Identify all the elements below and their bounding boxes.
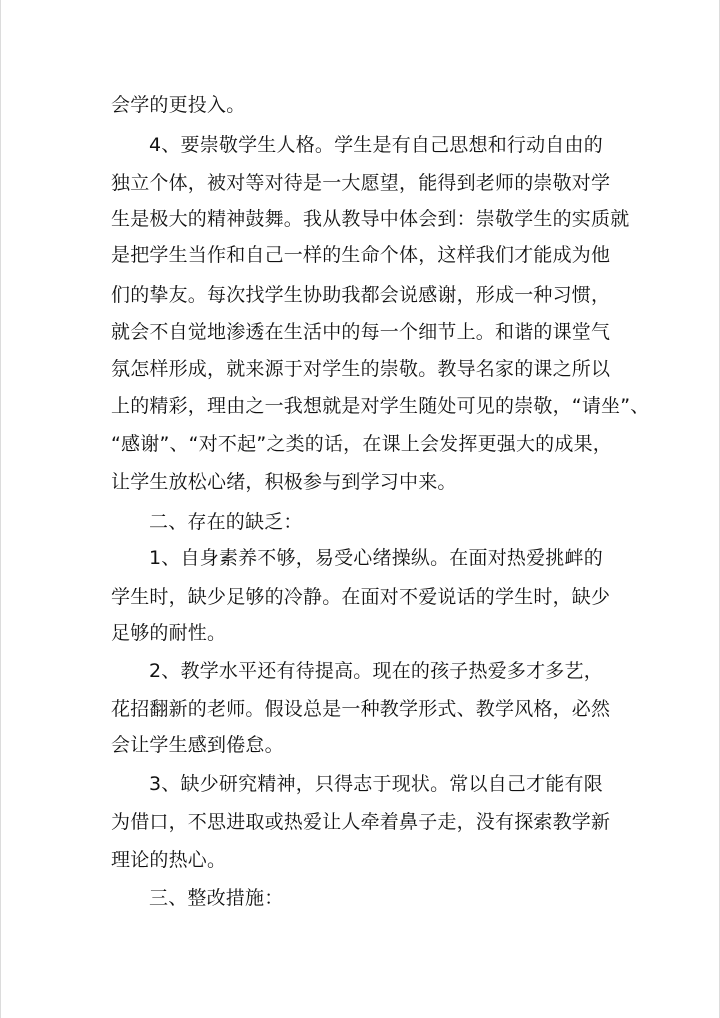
text-line: 就会不自觉地渗透在生活中的每一个细节上。和谐的课堂气 [111, 321, 611, 343]
text-line: 足够的耐性。 [111, 622, 227, 644]
section-heading: 三、整改措施： [149, 887, 284, 909]
text-line: 花招翻新的老师。假设总是一种教学形式、教学风格，必然 [111, 698, 611, 720]
text-line: 氛怎样形成，就来源于对学生的崇敬。教导名家的课之所以 [111, 358, 611, 380]
text-line: 是把学生当作和自己一样的生命个体，这样我们才能成为他 [111, 244, 611, 266]
text-line: 让学生放松心绪，积极参与到学习中来。 [111, 471, 457, 493]
text-line: 独立个体，被对等对待是一大愿望，能得到老师的崇敬对学 [111, 172, 611, 194]
text-line: 上的精彩，理由之一我想就是对学生随处可见的崇敬，“请坐”、 [111, 395, 650, 417]
section-heading: 二、存在的缺乏： [149, 511, 303, 533]
text-line: 会学的更投入。 [111, 94, 246, 116]
text-line: 4、要崇敬学生人格。学生是有自己思想和行动自由的 [149, 134, 603, 156]
text-line: 为借口，不思进取或热爱让人牵着鼻子走，没有探索教学新 [111, 811, 611, 833]
text-line: 2、教学水平还有待提高。现在的孩子热爱多才多艺， [149, 660, 603, 682]
text-line: 1、自身素养不够，易受心绪操纵。在面对热爱挑衅的 [149, 547, 603, 569]
text-line: “感谢”、“对不起”之类的话，在课上会发挥更强大的成果， [111, 433, 612, 455]
text-line: 们的挚友。每次找学生协助我都会说感谢，形成一种习惯， [111, 284, 611, 306]
text-line: 生是极大的精神鼓舞。我从教导中体会到：崇敬学生的实质就 [111, 208, 630, 230]
text-line: 学生时，缺少足够的冷静。在面对不爱说话的学生时，缺少 [111, 586, 611, 608]
text-line: 会让学生感到倦怠。 [111, 734, 284, 756]
text-line: 理论的热心。 [111, 849, 227, 871]
text-line: 3、缺少研究精神，只得志于现状。常以自己才能有限 [149, 773, 603, 795]
